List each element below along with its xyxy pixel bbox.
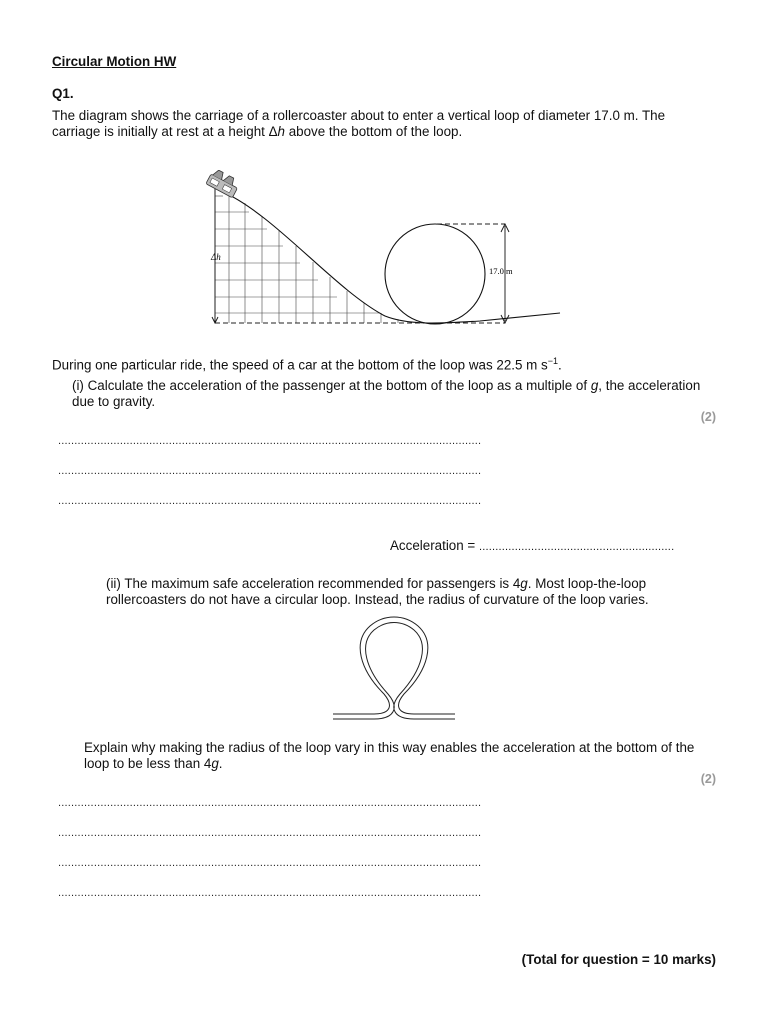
explain-pre: Explain why making the radius of the loop vary in this way enables the acceleration at the bottom of the loop to be less than 4 xyxy=(84,740,695,771)
rollercoaster-loop-diagram xyxy=(205,170,565,332)
height-variable: h xyxy=(277,124,285,139)
intro-line-1: The diagram shows the carriage of a rollercoaster about to enter a vertical loop of diameter 17.0 m. The xyxy=(52,108,666,123)
ride-speed-text xyxy=(52,356,562,372)
part-ii-pre: (ii) The maximum safe acceleration recommended for passengers is 4 xyxy=(106,576,521,591)
part-ii-post: . Most loop-the-loop rollercoasters do not have a circular loop. Instead, the radius of curvature of the loop varies. xyxy=(106,576,649,607)
clothoid-loop-diagram xyxy=(330,610,458,722)
explain-var: g xyxy=(211,756,219,771)
delta-h-label: Δh xyxy=(211,252,221,262)
acceleration-answer-field[interactable]: ............................................................ xyxy=(478,541,675,553)
acceleration-label: Acceleration = xyxy=(390,538,479,553)
intro-line-2 xyxy=(52,124,716,140)
diameter-label: 17.0 m xyxy=(489,266,513,276)
answer-line-1[interactable]: .................................................................................................................................. xyxy=(58,436,482,446)
question-number: Q1. xyxy=(52,86,74,101)
part-ii-var: g xyxy=(520,576,528,591)
vertical-loop xyxy=(385,224,485,324)
ride-speed-exponent: −1 xyxy=(547,356,559,366)
answer-line-2[interactable]: .................................................................................................................................. xyxy=(58,466,482,476)
explain-answer-line-1[interactable]: .................................................................................................................................. xyxy=(58,798,482,808)
part-i-post: , the acceleration due to gravity. xyxy=(72,378,701,409)
answer-line-3[interactable]: .................................................................................................................................. xyxy=(58,496,482,506)
part-i-question xyxy=(72,378,712,410)
explain-marks: (2) xyxy=(700,772,716,786)
intro-line-2-post: above the bottom of the loop. xyxy=(285,124,463,139)
explain-answer-line-4[interactable]: .................................................................................................................................. xyxy=(58,888,482,898)
acceleration-answer xyxy=(390,538,674,553)
part-ii-question xyxy=(106,576,712,608)
ride-speed-main: During one particular ride, the speed of a car at the bottom of the loop was 22.5 m s xyxy=(52,357,548,373)
explain-answer-line-2[interactable]: .................................................................................................................................. xyxy=(58,828,482,838)
explain-question xyxy=(84,740,714,772)
explain-post: . xyxy=(218,756,223,771)
height-grid xyxy=(215,190,398,323)
delta-symbol: Δ xyxy=(268,124,278,139)
explain-answer-line-3[interactable]: .................................................................................................................................. xyxy=(58,858,482,868)
total-marks: (Total for question = 10 marks) xyxy=(521,952,716,967)
page-title: Circular Motion HW xyxy=(52,54,177,69)
part-i-marks: (2) xyxy=(700,410,716,424)
loop-track xyxy=(333,617,455,719)
question-intro xyxy=(52,108,716,140)
carriage-icon xyxy=(206,170,241,198)
part-i-pre: (i) Calculate the acceleration of the passenger at the bottom of the loop as a multiple of xyxy=(72,378,591,393)
ride-speed-end: . xyxy=(558,357,562,373)
intro-line-2-pre: carriage is initially at rest at a height xyxy=(52,124,269,139)
track-slope xyxy=(223,192,560,323)
part-i-var: g xyxy=(590,378,599,393)
